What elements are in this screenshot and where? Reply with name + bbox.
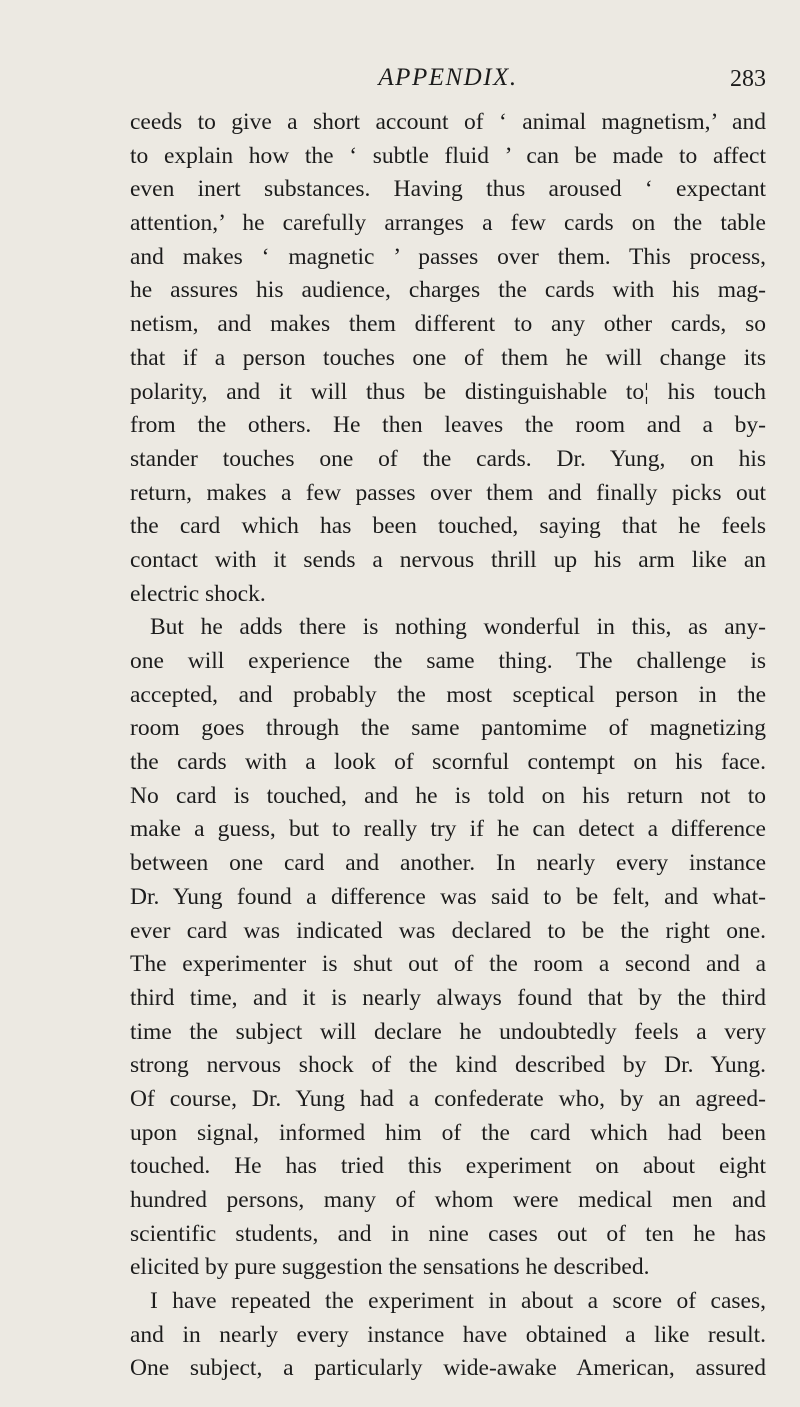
text-line: Of course, Dr. Yung had a confederate who, by an agreed- xyxy=(130,1085,766,1112)
body-text xyxy=(130,106,766,1386)
text-line: attention,’ he carefully arranges a few cards on the table xyxy=(130,210,766,237)
text-line: polarity, and it will thus be distinguishable to¦ his touch xyxy=(130,378,766,405)
text-line: return, makes a few passes over them and finally picks out xyxy=(130,479,766,506)
text-line: from the others. He then leaves the room and a by- xyxy=(130,412,766,439)
text-line: scientific students, and in nine cases out of ten he has xyxy=(130,1220,766,1247)
text-line: contact with it sends a nervous thrill up his arm like an xyxy=(130,546,766,573)
text-line: time the subject will declare he undoubtedly feels a very xyxy=(130,1018,766,1045)
text-line: ever card was indicated was declared to be the right one. xyxy=(130,917,766,944)
text-line: electric shock. xyxy=(130,580,266,607)
text-line: third time, and it is nearly always found that by the third xyxy=(130,984,766,1011)
text-line: But he adds there is nothing wonderful in this, as any- xyxy=(150,614,766,641)
running-title: APPENDIX. xyxy=(378,64,518,91)
text-line: he assures his audience, charges the cards with his mag- xyxy=(130,277,766,304)
text-line: upon signal, informed him of the card which had been xyxy=(130,1119,766,1146)
text-line: and in nearly every instance have obtained a like result. xyxy=(130,1321,766,1348)
text-line: One subject, a particularly wide-awake American, assured xyxy=(130,1355,766,1382)
text-line: between one card and another. In nearly every instance xyxy=(130,850,766,877)
text-line: room goes through the same pantomime of magnetizing xyxy=(130,715,766,742)
text-line: accepted, and probably the most sceptical person in the xyxy=(130,681,766,708)
text-line: touched. He has tried this experiment on about eight xyxy=(130,1153,766,1180)
text-line: one will experience the same thing. The challenge is xyxy=(130,648,766,674)
text-line: Dr. Yung found a difference was said to be felt, and what- xyxy=(130,883,766,910)
text-line: No card is touched, and he is told on his return not to xyxy=(130,782,766,809)
text-line: the cards with a look of scornful contempt on his face. xyxy=(130,749,766,776)
text-line: make a guess, but to really try if he can detect a difference xyxy=(130,816,766,843)
text-line: elicited by pure suggestion the sensations he described. xyxy=(130,1254,650,1281)
text-line: that if a person touches one of them he will change its xyxy=(130,344,766,371)
text-line: ceeds to give a short account of ‘ animal magnetism,’ and xyxy=(130,109,766,135)
text-line: netism, and makes them different to any other cards, so xyxy=(130,311,766,338)
text-line: stander touches one of the cards. Dr. Yung, on his xyxy=(130,445,766,472)
text-line: the card which has been touched, saying that he feels xyxy=(130,513,766,540)
text-line: The experimenter is shut out of the room a second and a xyxy=(130,951,766,978)
text-line: hundred persons, many of whom were medical men and xyxy=(130,1187,766,1213)
text-line: strong nervous shock of the kind described by Dr. Yung. xyxy=(130,1052,766,1079)
running-header xyxy=(130,64,766,100)
text-line: to explain how the ‘ subtle fluid ’ can be made to affect xyxy=(130,142,766,169)
page-number: 283 xyxy=(730,66,766,92)
text-line: I have repeated the experiment in about a score of cases, xyxy=(150,1288,766,1315)
text-line: and makes ‘ magnetic ’ passes over them. This process, xyxy=(130,243,766,270)
text-line: even inert substances. Having thus aroused ‘ expectant xyxy=(130,176,766,203)
